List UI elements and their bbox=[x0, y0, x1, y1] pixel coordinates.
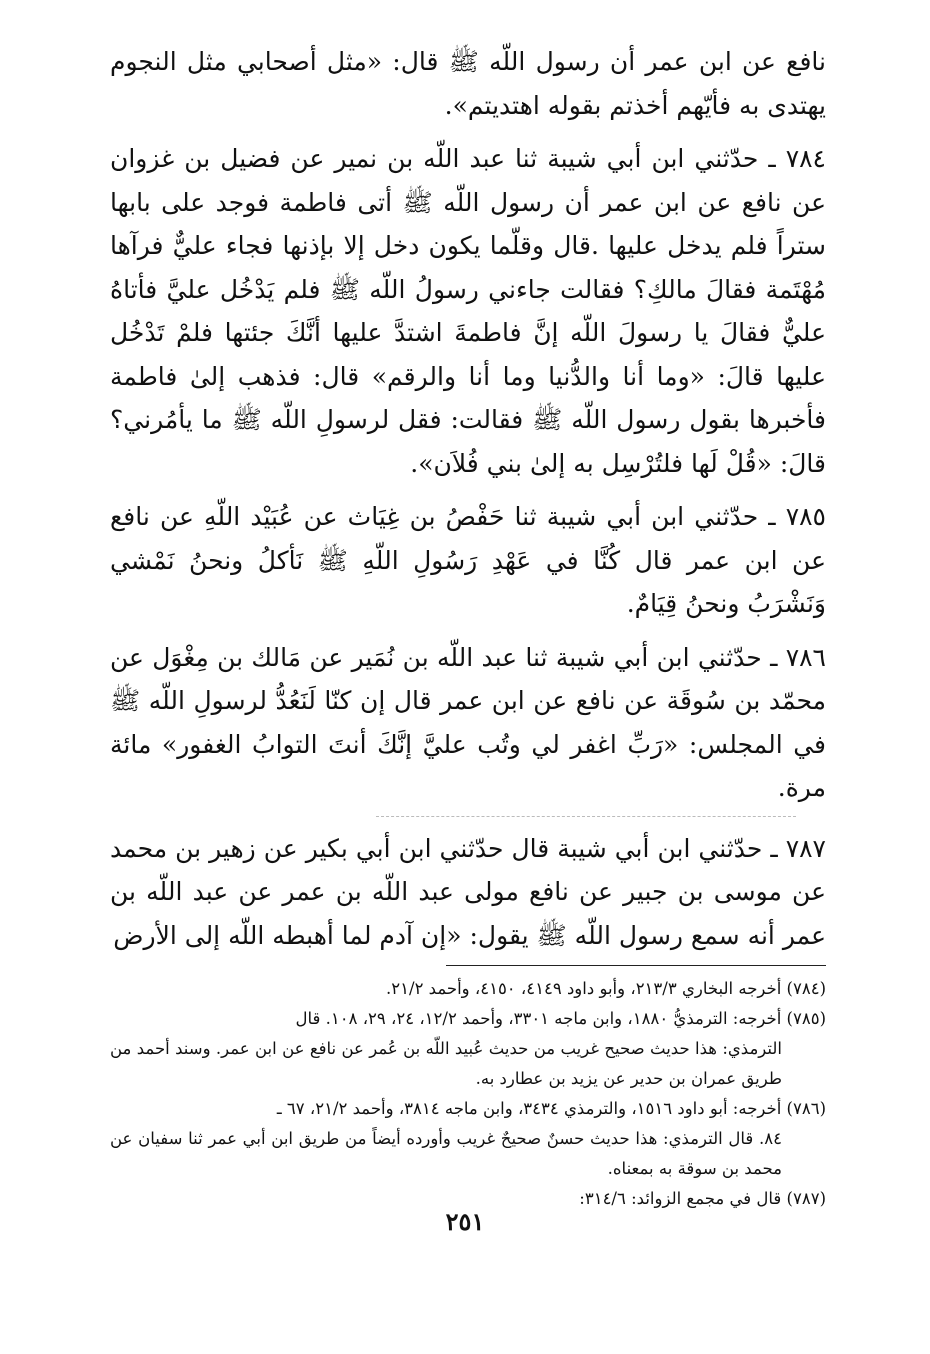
footnote-787: (٧٨٧) قال في مجمع الزوائد: ٣١٤/٦: bbox=[579, 1189, 826, 1208]
footnote-785-cont: الترمذي: هذا حديث صحيح غريب من حديث عُبيد اللّه بن عُمر عن نافع عن ابن عمر. وسند أحمد من طريق عمران بن حدير عن يزيد بن عطارد به. bbox=[110, 1039, 782, 1088]
footnote-785-line1: (٧٨٥) أخرجه: الترمذيُّ ١٨٨٠، وابن ماجه ٣٣٠١، وأحمد ١٢/٢، ٢٤، ٢٩، ١٠٨. قال bbox=[295, 1009, 826, 1028]
main-text bbox=[110, 40, 826, 957]
hadith-784: ٧٨٤ ـ حدّثني ابن أبي شيبة ثنا عبد اللّه بن نمير عن فضيل بن غزوان عن نافع عن ابن عمر أن رسول اللّه ﷺ أتى فاطمة فوجد على بابها ستراً فلم يدخل عليها .قال وقلّما يكون دخل إلا بإذنها فجاء عليٌّ فرآها مُهْتَمة فقالَ مالكِ؟ فقالت جاءني رسولُ اللّه ﷺ فلم يَدْخُل عليَّ فأتاهُ عليٌّ فقالَ يا رسولَ اللّه إنَّ فاطمةَ اشتدَّ عليها أنَّكَ جئتها فلمْ تَدْخُل عليها قالَ: «وما أنا والدُّنيا وما أنا والرقم» قال: فذهب إلىٰ فاطمة فأخبرها بقول رسول اللّه ﷺ فقالت: فقل لرسولِ اللّه ﷺ ما يأمُرني؟ قالَ: «قُلْ لَها فلتُرْسِل به إلىٰ بني فُلاَن». bbox=[110, 144, 826, 478]
hadith-786: ٧٨٦ ـ حدّثني ابن أبي شيبة ثنا عبد اللّه بن نُمَير عن مَالك بن مِغْوَل عن محمّد بن سُوقَة عن نافع عن ابن عمر قال إن كنّا لَنَعُدُّ لرسولِ اللّه ﷺ في المجلس: «رَبِّ اغفر لي وتُب عليَّ إنَّكَ أنتَ التوابُ الغفور» مائة مرة. bbox=[110, 642, 826, 802]
footnote-784: (٧٨٤) أخرجه البخاري ٢١٣/٣، وأبو داود ٤١٤٩، ٤١٥٠، وأحمد ٢١/٢. bbox=[386, 979, 826, 998]
footnotes bbox=[110, 974, 826, 1214]
page-number: ٢٥١ bbox=[445, 1207, 485, 1236]
hadith-785: ٧٨٥ ـ حدّثني ابن أبي شيبة ثنا حَفْصُ بن غِيَاث عن عُبَيْد اللّهِ عن نافع عن ابن عمر قال كُنَّا في عَهْدِ رَسُولِ اللّهِ ﷺ نَأكلُ ونحنُ نَمْشي وَنَشْرَبُ ونحنُ قِيَامٌ. bbox=[110, 502, 826, 618]
book-page bbox=[110, 40, 826, 1214]
dotted-separator bbox=[376, 816, 796, 827]
footnote-rule bbox=[446, 965, 826, 966]
hadith-783-end: نافع عن ابن عمر أن رسول اللّه ﷺ قال: «مثل أصحابي مثل النجوم يهتدى به فأيّهم أخذتم بقوله اهتديتم». bbox=[110, 47, 826, 120]
footnote-786-line1: (٧٨٦) أخرجه: أبو داود ١٥١٦، والترمذي ٣٤٣٤، وابن ماجه ٣٨١٤، وأحمد ٢١/٢، ٦٧ ـ bbox=[276, 1099, 826, 1118]
hadith-787: ٧٨٧ ـ حدّثني ابن أبي شيبة قال حدّثني ابن أبي بكير عن زهير بن محمد عن موسى بن جبير عن نافع مولى عبد اللّه بن عمر عن عبد اللّه بن عمر أنه سمع رسول اللّه ﷺ يقول: «إن آدم لما أهبطه اللّه إلى الأرض bbox=[110, 833, 826, 950]
footnote-786-cont: ٨٤. قال الترمذي: هذا حديث حسنٌ صحيحٌ غريب وأورده أيضاً من طريق ابن أبي عمر ثنا سفيان عن محمد بن سوقة به بمعناه. bbox=[110, 1129, 782, 1178]
